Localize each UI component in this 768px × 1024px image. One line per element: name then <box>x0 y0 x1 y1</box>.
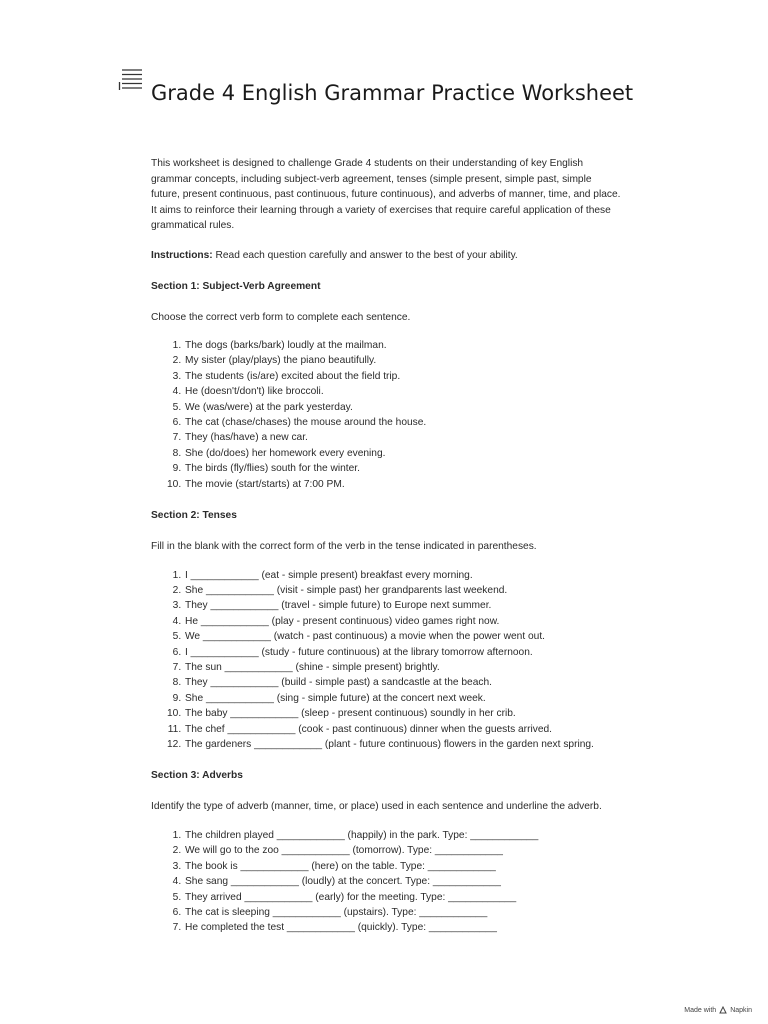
intro-paragraph: This worksheet is designed to challenge Grade 4 students on their understanding of key English grammar concepts, including subject-verb agreement, tenses (simple present, simple past, simple future, present continuous, past continuous, future continuous), and adverbs of manner, time, and place. It aims to reinforce their learning through a variety of exercises that require careful application of these grammatical rules. <box>151 158 621 231</box>
list-item: 7. The sun ____________ (shine - simple present) brightly. <box>184 660 621 675</box>
napkin-logo-icon <box>719 1006 727 1014</box>
list-item: 3. The book is ____________ (here) on the table. Type: ____________ <box>184 859 621 874</box>
list-item: 6. The cat is sleeping ____________ (upstairs). Type: ____________ <box>184 905 621 920</box>
list-item: 1. I ____________ (eat - simple present) breakfast every morning. <box>184 568 621 583</box>
page-title: Grade 4 English Grammar Practice Worksheet <box>151 81 634 106</box>
made-with-napkin-footer[interactable] <box>684 1006 752 1014</box>
list-item: 12. The gardeners ____________ (plant - future continuous) flowers in the garden next spring. <box>184 737 621 752</box>
list-item: 2. She ____________ (visit - simple past) her grandparents last weekend. <box>184 583 621 598</box>
napkin-brand: Napkin <box>730 1006 752 1014</box>
list-item: 7. He completed the test ____________ (quickly). Type: ____________ <box>184 920 621 935</box>
question-list <box>151 338 621 492</box>
list-item: 8. She (do/does) her homework every evening. <box>184 446 621 461</box>
question-list <box>151 828 621 936</box>
list-item: 10. The baby ____________ (sleep - present continuous) soundly in her crib. <box>184 706 621 721</box>
document-list-icon <box>118 68 144 92</box>
list-item: 5. We ____________ (watch - past continuous) a movie when the power went out. <box>184 629 621 644</box>
instructions <box>151 248 621 263</box>
list-item: 3. The students (is/are) excited about the field trip. <box>184 369 621 384</box>
list-item: 4. He ____________ (play - present continuous) video games right now. <box>184 614 621 629</box>
list-item: 2. My sister (play/plays) the piano beautifully. <box>184 353 621 368</box>
list-item: 4. She sang ____________ (loudly) at the concert. Type: ____________ <box>184 874 621 889</box>
section-heading: Section 1: Subject-Verb Agreement <box>151 280 321 292</box>
list-item: 1. The children played ____________ (happily) in the park. Type: ____________ <box>184 828 621 843</box>
section-heading: Section 3: Adverbs <box>151 770 243 782</box>
section-description: Identify the type of adverb (manner, time, or place) used in each sentence and underline the adverb. <box>151 801 602 813</box>
list-item: 11. The chef ____________ (cook - past continuous) dinner when the guests arrived. <box>184 722 621 737</box>
list-item: 3. They ____________ (travel - simple future) to Europe next summer. <box>184 598 621 613</box>
list-item: 5. We (was/were) at the park yesterday. <box>184 400 621 415</box>
list-item: 6. The cat (chase/chases) the mouse around the house. <box>184 415 621 430</box>
list-item: 5. They arrived ____________ (early) for the meeting. Type: ____________ <box>184 890 621 905</box>
list-item: 2. We will go to the zoo ____________ (tomorrow). Type: ____________ <box>184 843 621 858</box>
list-item: 7. They (has/have) a new car. <box>184 430 621 445</box>
list-item: 10. The movie (start/starts) at 7:00 PM. <box>184 477 621 492</box>
section-heading: Section 2: Tenses <box>151 510 237 522</box>
list-item: 1. The dogs (barks/bark) loudly at the mailman. <box>184 338 621 353</box>
list-item: 4. He (doesn't/don't) like broccoli. <box>184 384 621 399</box>
list-item: 9. The birds (fly/flies) south for the winter. <box>184 461 621 476</box>
list-item: 9. She ____________ (sing - simple future) at the concert next week. <box>184 691 621 706</box>
list-item: 8. They ____________ (build - simple past) a sandcastle at the beach. <box>184 675 621 690</box>
section-description: Choose the correct verb form to complete each sentence. <box>151 311 411 323</box>
instructions-label: Instructions: <box>151 249 213 261</box>
instructions-text: Read each question carefully and answer to the best of your ability. <box>212 249 518 261</box>
made-with-label: Made with <box>684 1006 717 1014</box>
list-item: 6. I ____________ (study - future continuous) at the library tomorrow afternoon. <box>184 645 621 660</box>
worksheet-body <box>151 156 621 936</box>
section-description: Fill in the blank with the correct form of the verb in the tense indicated in parentheses. <box>151 541 537 553</box>
question-list <box>151 568 621 753</box>
